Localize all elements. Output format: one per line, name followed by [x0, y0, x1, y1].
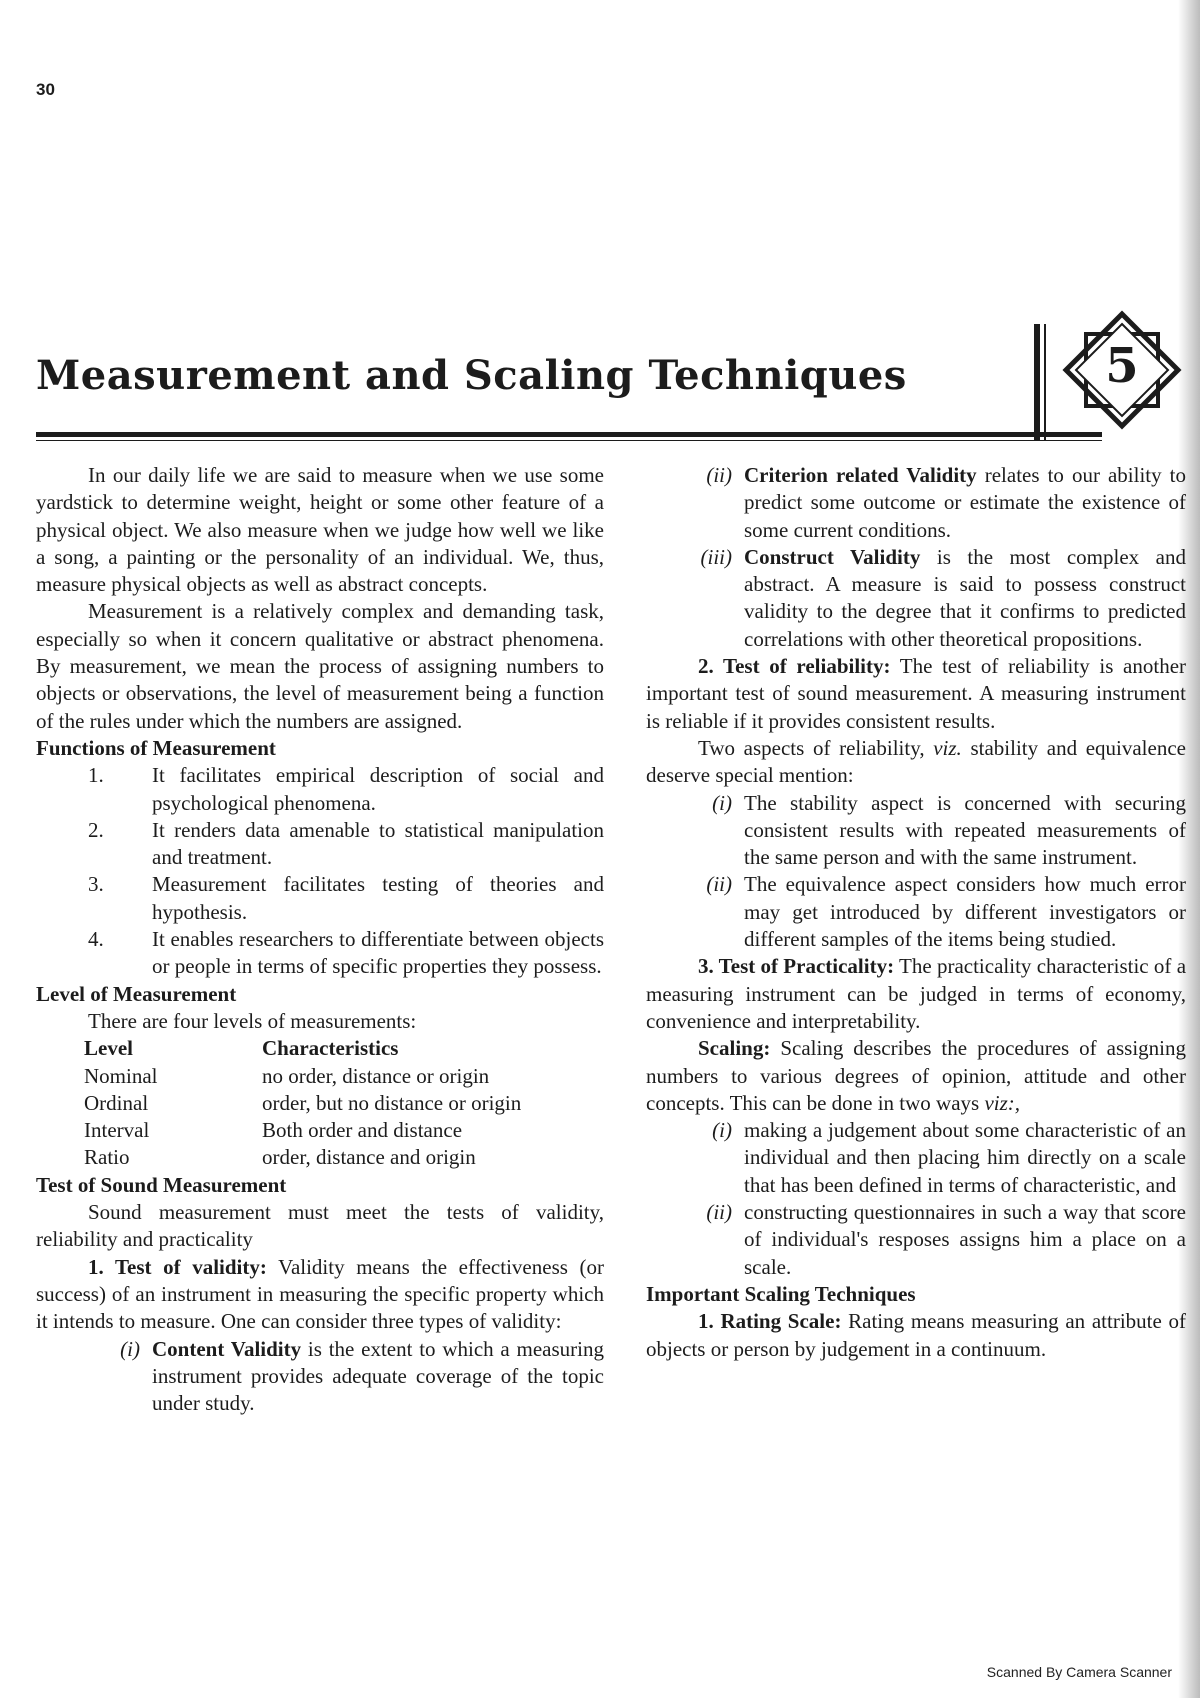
levels-heading: Level of Measurement	[36, 981, 237, 1006]
right-column	[646, 462, 1186, 1363]
title-rule-thin	[36, 440, 1102, 441]
list-item: (i) making a judgement about some characteristic of an individual and then placing him directly on a scale that has been defined in terms of characteristic, and	[712, 1118, 1186, 1197]
scaling-ways-list	[646, 1117, 1186, 1281]
list-item: (i) The stability aspect is concerned with securing consistent results with repeated measurements of the same person and with the same instrument.	[712, 790, 1186, 870]
list-item: 3. Measurement facilitates testing of theories and hypothesis.	[88, 872, 604, 924]
list-item: (i) Content Validity is the extent to which a measuring instrument provides adequate coverage of the topic under study.	[120, 1336, 604, 1416]
list-item: 1. It facilitates empirical description of social and psychological phenomena.	[88, 763, 604, 815]
scaling-paragraph: Scaling: Scaling describes the procedures of assigning numbers to various degrees of opinion, attitude and other concepts. This can be done in two ways viz:,	[646, 1036, 1186, 1115]
scanner-watermark: Scanned By Camera Scanner	[986, 1664, 1172, 1680]
table-row: Interval Both order and distance	[84, 1118, 463, 1143]
table-row: Ratio order, distance and origin	[84, 1145, 476, 1170]
measurement-definition-paragraph: Measurement is a relatively complex and demanding task, especially so when it concern qualitative or abstract phenomena. By measurement, we mean the process of assigning numbers to objects or observations, the level of measurement being a function of the rules under which the numbers are assigned.	[36, 599, 604, 733]
reliability-paragraph: 2. Test of reliability: The test of reliability is another important test of sound measurement. A measuring instrument is reliable if it provides consistent results.	[646, 654, 1187, 733]
functions-heading: Functions of Measurement	[36, 735, 276, 760]
reliability-aspects-paragraph: Two aspects of reliability, viz. stability and equivalence deserve special mention:	[646, 735, 1186, 788]
reliability-aspects-list	[646, 790, 1186, 954]
table-row: Nominal no order, distance or origin	[84, 1063, 490, 1088]
list-item: (ii) Criterion related Validity relates to our ability to predict some outcome or estimate the existence of some current conditions.	[706, 463, 1187, 542]
table-row: Ordinal order, but no distance or origin	[84, 1090, 522, 1115]
intro-paragraph: In our daily life we are said to measure when we use some yardstick to determine weight, height or some other feature of a physical object. We also measure when we judge how well we like a song, a painting or the personality of an individual. We, thus, measure physical objects as well as abstract concepts.	[36, 463, 604, 597]
column-header-level: Level	[84, 1036, 133, 1061]
practicality-paragraph: 3. Test of Practicality: The practicality characteristic of a measuring instrument can be judged in terms of economy, convenience and interpretability.	[646, 954, 1187, 1033]
validity-types-list-continued	[646, 462, 1186, 653]
sound-measurement-heading: Test of Sound Measurement	[36, 1172, 287, 1197]
left-column	[36, 462, 604, 1417]
chapter-number-badge	[1062, 310, 1182, 430]
functions-list	[36, 762, 604, 980]
column-header-characteristics: Characteristics	[262, 1036, 399, 1061]
list-item: 4. It enables researchers to differentiate between objects or people in terms of specific properties they possess.	[88, 927, 604, 979]
rating-scale-paragraph: 1. Rating Scale: Rating means measuring an attribute of objects or person by judgement in a continuum.	[646, 1309, 1186, 1361]
validity-types-list	[36, 1336, 604, 1418]
scaling-techniques-heading: Important Scaling Techniques	[646, 1281, 916, 1306]
chapter-divider-bar	[1034, 324, 1040, 440]
levels-table	[84, 1035, 521, 1171]
chapter-number: 5	[1105, 338, 1139, 394]
list-item: 2. It renders data amenable to statistical manipulation and treatment.	[88, 817, 604, 870]
page-number: 30	[36, 80, 55, 99]
table-header-row	[84, 1035, 521, 1062]
levels-intro: There are four levels of measurements:	[88, 1008, 417, 1033]
list-item: (iii) Construct Validity is the most complex and abstract. A measure is said to possess construct validity to the degree that it confirms to predicted correlations with other theoretical propositions.	[700, 544, 1186, 651]
validity-paragraph: 1. Test of validity: Validity means the effectiveness (or success) of an instrument in measuring the specific property which it intends to measure. One can consider three types of validity:	[36, 1254, 604, 1334]
chapter-title: Measurement and Scaling Techniques	[36, 352, 907, 399]
sound-measurement-paragraph: Sound measurement must meet the tests of validity, reliability and practicality	[36, 1200, 604, 1252]
title-rule	[36, 432, 1102, 437]
chapter-divider-bar-thin	[1044, 324, 1046, 440]
list-item: (ii) The equivalence aspect considers how much error may get introduced by different investigators or different samples of the items being studied.	[706, 872, 1186, 952]
list-item: (ii) constructing questionnaires in such a way that score of individual's resposes assigns him a place on a scale.	[706, 1200, 1186, 1279]
